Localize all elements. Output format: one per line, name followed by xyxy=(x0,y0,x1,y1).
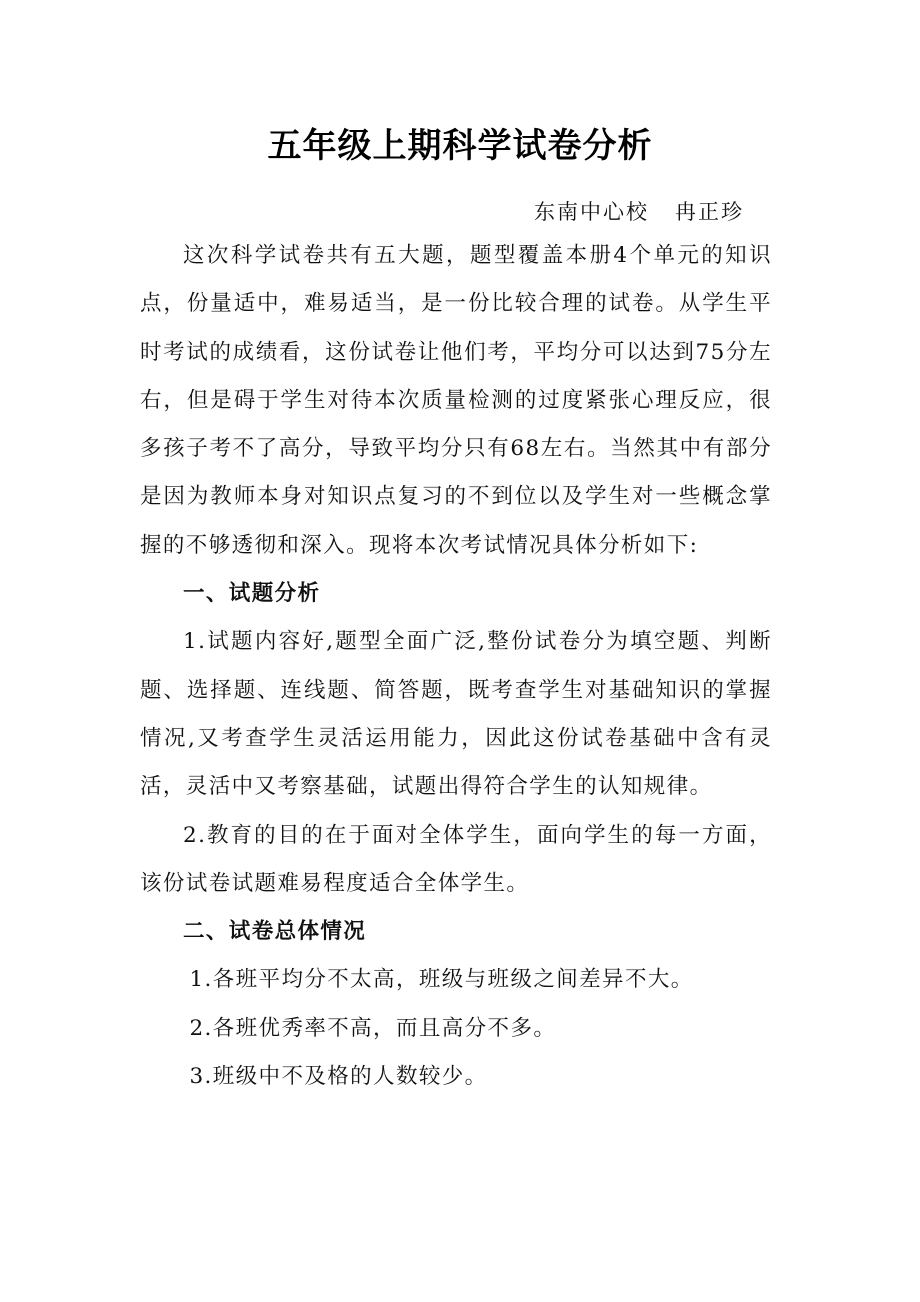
document-body xyxy=(140,232,772,1101)
section1-paragraph-1: 1.试题内容好,题型全面广泛,整份试卷分为填空题、判断题、选择题、连线题、简答题，既考查学生对基础知识的掌握情况,又考查学生灵活运用能力，因此这份试卷基础中含有灵活，灵活中又考察基础，试题出得符合学生的认知规律。 xyxy=(140,629,772,800)
section2-item: 1.各班平均分不太高，班级与班级之间差异不大。 xyxy=(189,967,694,993)
section-heading-overall-situation: 二、试卷总体情况 xyxy=(183,919,367,945)
section-heading-question-analysis: 一、试题分析 xyxy=(183,581,321,607)
author-line: 东南中心校 冉正珍 xyxy=(533,200,744,224)
section2-item: 3.班级中不及格的人数较少。 xyxy=(189,1064,488,1090)
document-title: 五年级上期科学试卷分析 xyxy=(267,126,653,166)
section2-item: 2.各班优秀率不高，而且高分不多。 xyxy=(189,1015,557,1041)
section1-paragraph-2: 2.教育的目的在于面对全体学生，面向学生的每一方面，该份试卷试题难易程度适合全体学生。 xyxy=(140,822,772,896)
intro-paragraph: 这次科学试卷共有五大题，题型覆盖本册4个单元的知识点，份量适中，难易适当，是一份比较合理的试卷。从学生平时考试的成绩看，这份试卷让他们考，平均分可以达到75分左右，但是碍于学生对待本次质量检测的过度紧张心理反应，很多孩子考不了高分，导致平均分只有68左右。当然其中有部分是因为教师本身对知识点复习的不到位以及学生对一些概念掌握的不够透彻和深入。现将本次考试情况具体分析如下: xyxy=(140,243,772,558)
